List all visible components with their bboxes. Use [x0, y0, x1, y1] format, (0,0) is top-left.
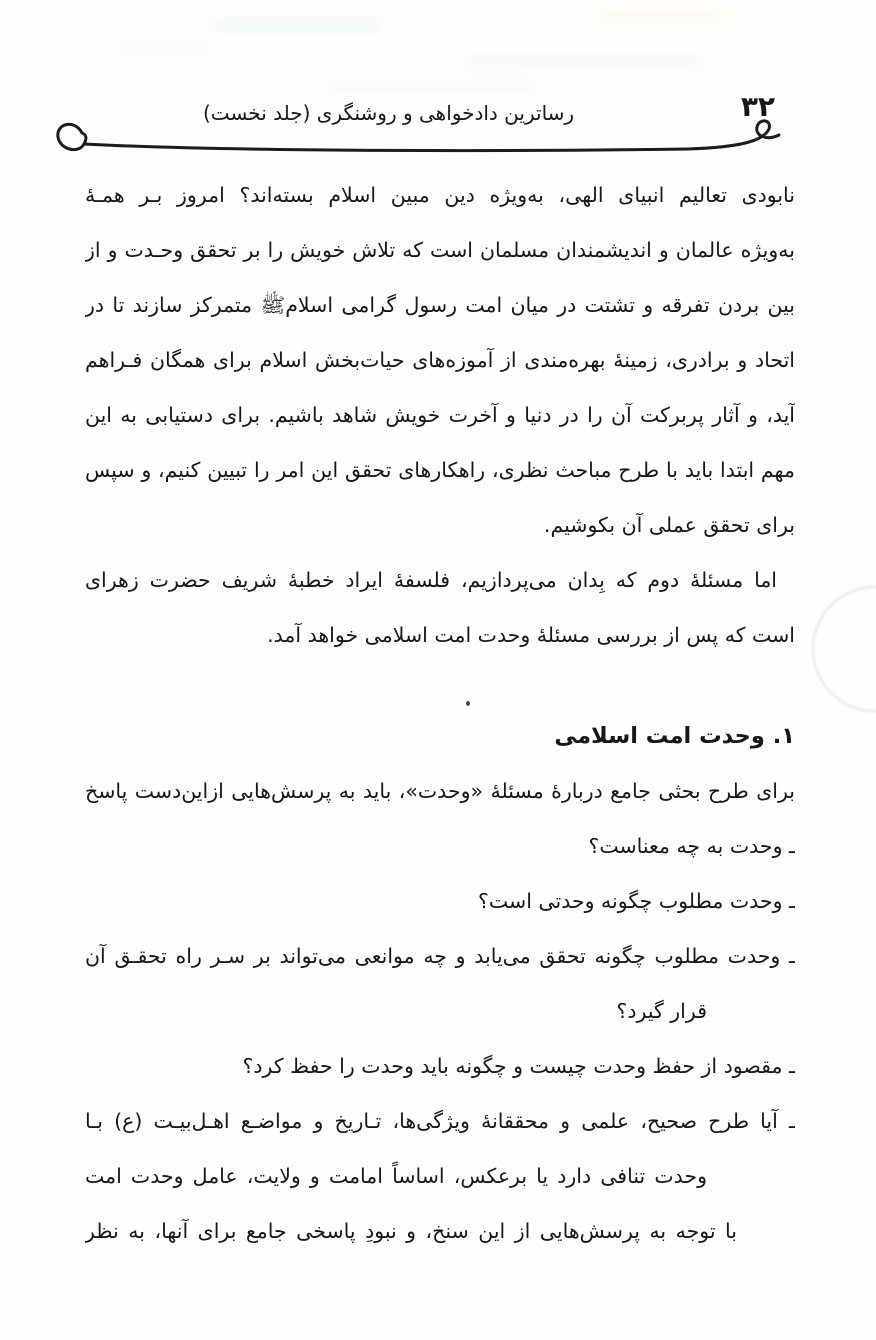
body-line: آید، و آثار پربرکت آن را در دنیا و آخرت خویش شاهد باشیم. برای دستیابی به این	[85, 403, 795, 427]
body-line: برای طرح بحثی جامع دربارهٔ مسئلهٔ «وحدت»، باید به پرسش‌هایی ازاین‌دست پاسخ	[85, 779, 795, 803]
question-line: قرار گیرد؟	[616, 999, 707, 1023]
body-line: مهم ابتدا باید با طرح مباحث نظری، راهکارهای تحقق این امر را تبیین کنیم، و سپس	[85, 458, 795, 482]
question-line: ـ آیا طرح صحیح، علمی و محققانهٔ ویژگی‌ها، تـاریخ و مواضـع اهـل‌بیـت (ع) بـا	[85, 1109, 795, 1133]
running-head-title: رساترین دادخواهی و روشنگری (جلد نخست)	[203, 101, 575, 125]
body-line: با توجه به پرسش‌هایی از این سنخ، و نبودِ پاسخی جامع برای آنها، به نظر	[85, 1219, 737, 1243]
header-rule-ornament	[48, 106, 808, 164]
page-number: ۳۲	[740, 90, 775, 123]
body-line: بین بردن تفرقه و تشتت در میان امت رسول گرامی اسلام‌ﷺ متمرکز سازند تا در	[85, 293, 795, 317]
body-line: برای تحقق عملی آن بکوشیم.	[543, 513, 795, 537]
question-line: ـ وحدت به چه معناست؟	[588, 834, 795, 858]
bleedthrough-smudge	[598, 10, 723, 23]
body-line: است که پس از بررسی مسئلهٔ وحدت امت اسلامی خواهد آمد.	[267, 623, 795, 647]
section-heading: ۱. وحدت امت اسلامی	[554, 723, 795, 749]
bleedthrough-smudge	[120, 40, 210, 52]
body-line: اتحاد و برادری، زمینهٔ بهره‌مندی از آموزه‌های حیات‌بخش اسلام برای همگان فـراهم	[85, 348, 795, 372]
body-line: نابودی تعالیم انبیای الهی، به‌ویژه دین مبین اسلام بسته‌اند؟ امروز بـر همـهٔ	[85, 183, 795, 207]
bleedthrough-smudge	[212, 18, 382, 32]
page-edge-stamp-circle	[812, 586, 876, 712]
bleedthrough-smudge	[468, 55, 703, 71]
body-text	[85, 168, 795, 1259]
body-line: اما مسئلهٔ دوم که بِدان می‌پردازیم، فلسفهٔ ایراد خطبهٔ شریف حضرت زهرای	[85, 568, 777, 592]
question-line: ـ مقصود از حفظ وحدت چیست و چگونه باید وحدت را حفظ کرد؟	[242, 1054, 795, 1078]
question-line: ـ وحدت مطلوب چگونه تحقق می‌یابد و چه موانعی می‌تواند بر سـر راه تحقـق آن	[85, 944, 795, 968]
question-line: وحدت تنافی دارد یا برعکس، اساساً امامت و ولایت، عامل وحدت امت	[85, 1164, 707, 1188]
bleedthrough-smudge	[328, 80, 533, 92]
body-line: به‌ویژه عالمان و اندیشمندان مسلمان است که تلاش خویش را بر تحقق وحـدت و از	[85, 238, 795, 262]
question-line: ـ وحدت مطلوب چگونه وحدتی است؟	[478, 889, 795, 913]
